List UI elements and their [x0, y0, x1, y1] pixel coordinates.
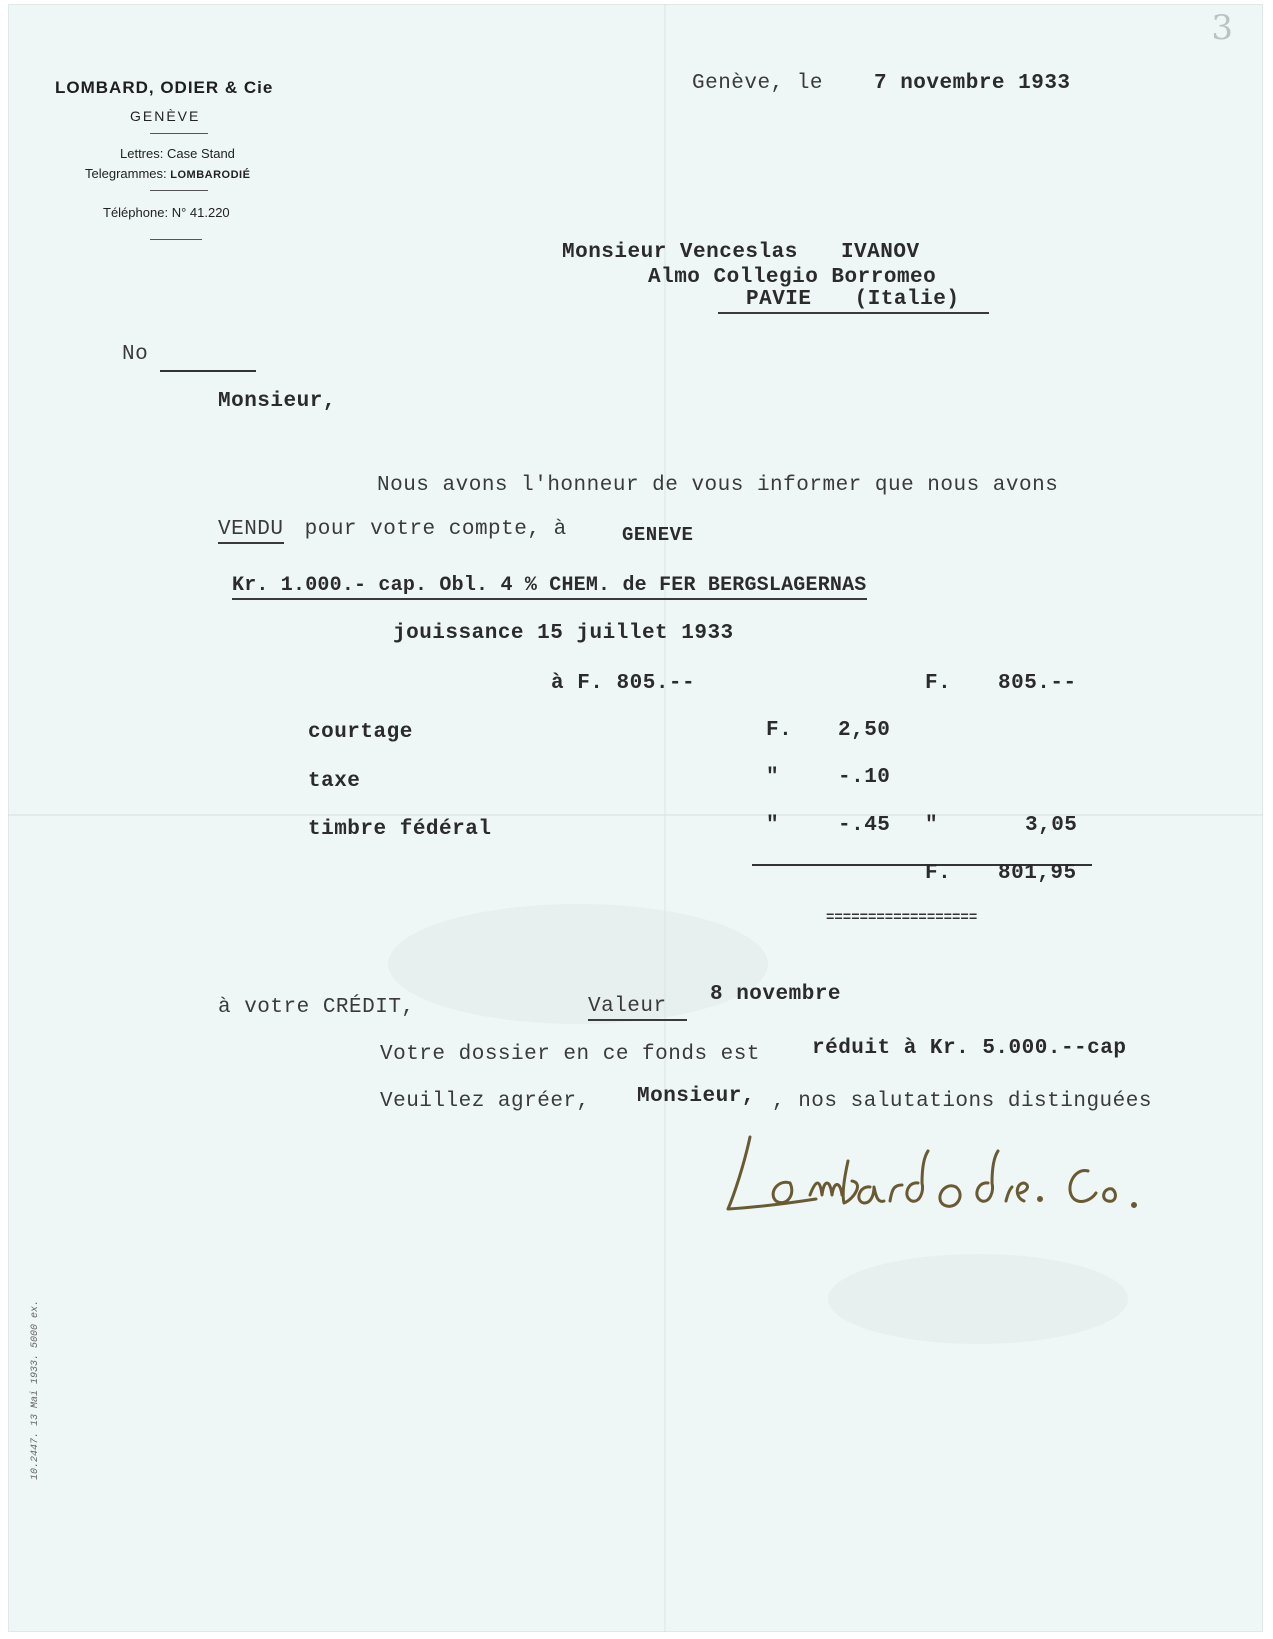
fee-amount-timbre: -.45	[838, 814, 891, 837]
letters-label: Lettres:	[120, 146, 164, 161]
recipient-line2: Almo Collegio Borromeo	[648, 266, 937, 289]
jouissance-line: jouissance 15 juillet 1933	[393, 622, 734, 645]
security-line: Kr. 1.000.- cap. Obl. 4 % CHEM. de FER BERGSLAGERNAS	[232, 574, 867, 600]
fee-ditto-courtage: F.	[766, 719, 793, 742]
total-double-rule: ==================	[826, 910, 978, 926]
letters-value: Case Stand	[166, 146, 235, 161]
account-text: pour votre compte, à	[304, 518, 567, 541]
recipient-name: IVANOV	[840, 241, 920, 264]
fee-amount-taxe: -.10	[838, 766, 891, 789]
telegrams-label: Telegrammes:	[85, 166, 167, 181]
letterhead-divider	[150, 190, 208, 191]
gross-amount: 805.--	[998, 672, 1077, 695]
dossier-text: Votre dossier en ce fonds est	[380, 1043, 760, 1066]
net-currency: F.	[925, 862, 952, 885]
phone-value: N° 41.220	[171, 205, 230, 220]
paper-stain	[388, 904, 768, 1024]
reference-blank-line	[160, 370, 256, 372]
closing-before: Veuillez agréer,	[380, 1090, 590, 1113]
recipient-city-line	[718, 288, 989, 314]
recipient-city: PAVIE	[746, 288, 812, 311]
paper-stain	[828, 1254, 1128, 1344]
place: GENEVE	[622, 524, 694, 546]
recipient-line1	[562, 241, 920, 264]
phone-label: Téléphone:	[103, 205, 169, 220]
handwritten-signature	[720, 1125, 1150, 1225]
closing-salutation: Monsieur,	[637, 1085, 755, 1108]
net-amount: 801,95	[998, 862, 1077, 885]
valeur-label: Valeur	[588, 995, 687, 1021]
letterhead-divider	[150, 133, 208, 134]
date-value: 7 novembre 1933	[874, 72, 1071, 95]
gross-currency: F.	[925, 672, 952, 695]
recipient-title: Monsieur Venceslas	[562, 241, 798, 264]
fees-total: 3,05	[1025, 814, 1078, 837]
sale-price: à F. 805.--	[551, 672, 696, 695]
salutation: Monsieur,	[218, 390, 336, 413]
company-city: GENÈVE	[130, 108, 201, 124]
reference-label: No	[122, 343, 149, 366]
fee-ditto-taxe: "	[766, 766, 780, 789]
phone-line	[103, 205, 230, 220]
page-number: 3	[1211, 8, 1233, 48]
action-line	[218, 518, 567, 541]
letters-line	[120, 146, 235, 161]
date-prefix: Genève, le	[692, 72, 824, 95]
fee-label-timbre: timbre fédéral	[308, 818, 492, 841]
intro-text: Nous avons l'honneur de vous informer que nous avons	[377, 474, 1059, 497]
recipient-country: (Italie)	[854, 288, 960, 311]
fees-total-ditto: "	[925, 814, 939, 837]
closing-after: , nos salutations distinguées	[772, 1090, 1152, 1113]
credit-label: à votre CRÉDIT,	[218, 996, 415, 1019]
fee-label-courtage: courtage	[308, 721, 413, 744]
valeur-date: 8 novembre	[710, 983, 842, 1006]
letterhead-divider	[150, 239, 202, 240]
action-word: VENDU	[218, 518, 284, 544]
fee-ditto-timbre: "	[766, 814, 780, 837]
company-name: LOMBARD, ODIER & Cie	[55, 78, 274, 97]
telegrams-value: LOMBARODIÉ	[170, 169, 251, 181]
fee-label-taxe: taxe	[308, 770, 361, 793]
printer-margin-note: 10.2447. 13 Mai 1933. 5000 ex.	[30, 1299, 41, 1480]
dossier-value: réduit à Kr. 5.000.--cap	[812, 1037, 1127, 1060]
telegrams-line	[85, 166, 250, 181]
fee-amount-courtage: 2,50	[838, 719, 891, 742]
